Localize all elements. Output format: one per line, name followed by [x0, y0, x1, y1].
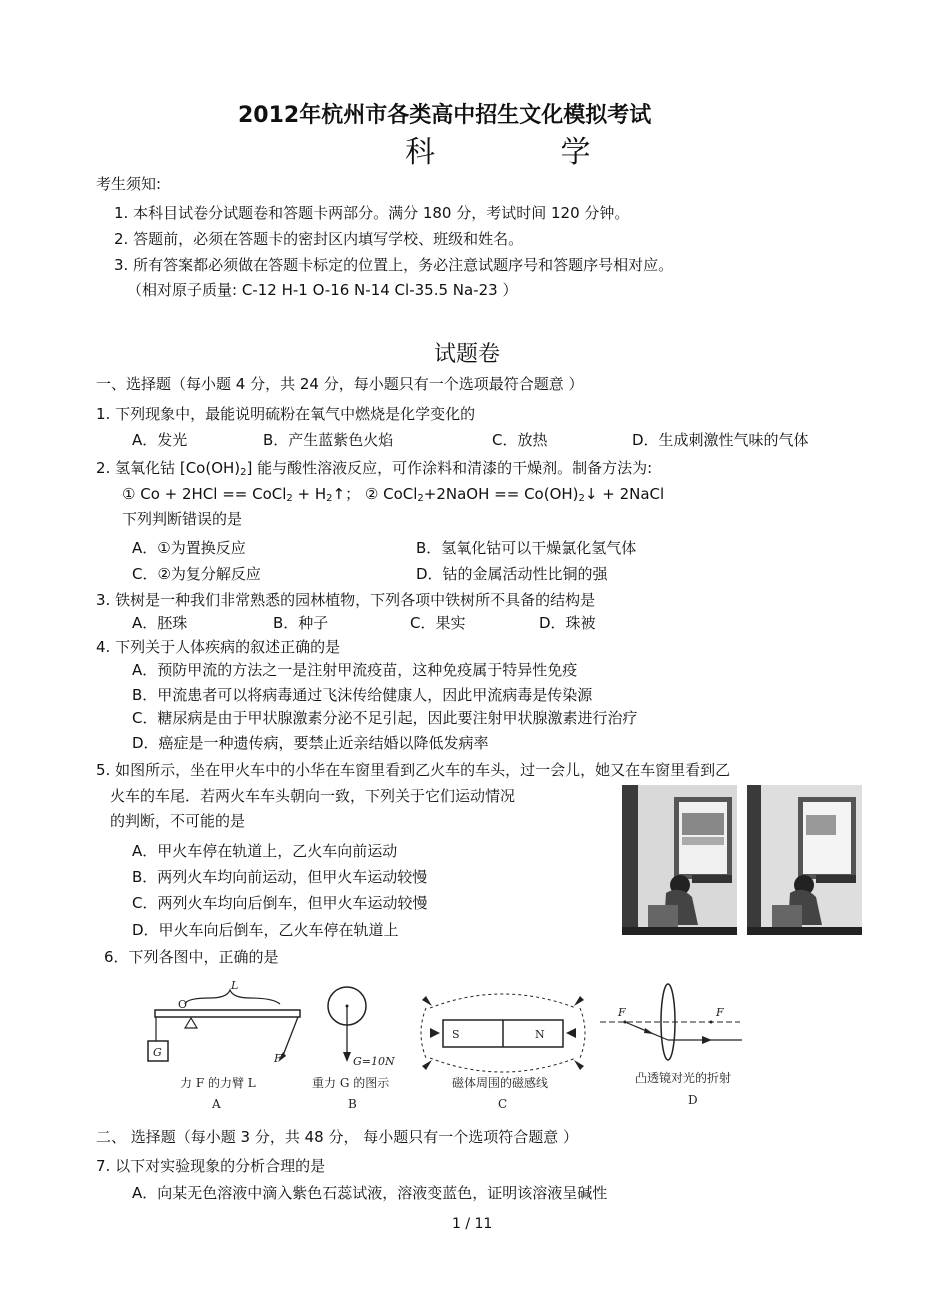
q6-figures [130, 978, 750, 1113]
train-photo-right [747, 785, 862, 935]
q2-equations: ① Co + 2HCl == CoCl$_2$ + $H_2↑$； ② CoCl$_2$+2NaOH == $Co(OH)_2↓$ + 2NaCl [122, 485, 665, 504]
figure-d-letter: D [688, 1093, 698, 1107]
figure-d-label-f1: F [618, 1006, 626, 1019]
figure-c-letter: C [498, 1097, 508, 1111]
figure-a-label-f: F [274, 1052, 282, 1065]
figure-d-label-f2: F [716, 1006, 724, 1019]
figure-a-caption: 力 F 的力臂 L [180, 1076, 256, 1090]
q6-stem: 6．下列各图中，正确的是 [104, 948, 279, 966]
section-title: 试题卷 [434, 342, 501, 367]
q5-train-photos [622, 785, 862, 935]
figure-d-lens [600, 984, 742, 1107]
figure-b-caption: 重力 G 的图示 [312, 1076, 390, 1090]
page-number: 1 / 11 [452, 1216, 493, 1232]
subject-title: 科 学 [405, 135, 649, 170]
q7-stem: 7. 以下对实验现象的分析合理的是 [96, 1157, 326, 1175]
figure-a-label-o: O [178, 998, 188, 1011]
q5-option-d: D．甲火车向后倒车，乙火车停在轨道上 [132, 921, 399, 939]
figure-a-label-g: G [153, 1046, 162, 1059]
q2-ask: 下列判断错误的是 [122, 510, 243, 528]
part2-heading: 二、 选择题（每小题 3 分，共 48 分， 每小题只有一个选项符合题意 ） [96, 1128, 579, 1146]
notice-item-3: 3. 所有答案都必须做在答题卡标定的位置上，务必注意试题序号和答题序号相对应。 [114, 256, 674, 274]
train-photo-left [622, 785, 737, 935]
q5-option-b: B．两列火车均向前运动，但甲火车运动较慢 [132, 868, 428, 886]
figure-c-caption: 磁体周围的磁感线 [452, 1076, 549, 1090]
q3-option-b: B．种子 [273, 614, 329, 632]
notice-item-2: 2. 答题前，必须在答题卡的密封区内填写学校、班级和姓名。 [114, 230, 524, 248]
q3-stem: 3. 铁树是一种我们非常熟悉的园林植物，下列各项中铁树所不具备的结构是 [96, 591, 596, 609]
q1-option-b: B．产生蓝紫色火焰 [263, 431, 394, 449]
part1-heading: 一、选择题（每小题 4 分，共 24 分，每小题只有一个选项最符合题意 ） [96, 375, 584, 393]
q4-option-d: D．癌症是一种遗传病，要禁止近亲结婚以降低发病率 [132, 734, 489, 752]
q2-stem: 2. 氢氧化钴 $[Co(OH)_2]$ 能与酸性溶液反应，可作涂料和清漆的干燥剂。制备方法为: [96, 459, 653, 478]
q4-option-c: C．糖尿病是由于甲状腺激素分泌不足引起，因此要注射甲状腺激素进行治疗 [132, 709, 638, 727]
q5-line-1: 5. 如图所示，坐在甲火车中的小华在车窗里看到乙火车的车头，过一会儿，她又在车窗里看到乙 [96, 761, 731, 779]
figure-a-label-l: L [231, 979, 239, 992]
figure-c-magnet [421, 994, 585, 1111]
q1-stem: 1. 下列现象中，最能说明硫粉在氧气中燃烧是化学变化的 [96, 405, 476, 423]
figure-a-lever [148, 979, 300, 1111]
q3-option-a: A．胚珠 [132, 614, 188, 632]
figure-d-caption: 凸透镜对光的折射 [635, 1071, 732, 1085]
q5-option-c: C．两列火车均向后倒车，但甲火车运动较慢 [132, 894, 428, 912]
notice-item-1: 1. 本科目试卷分试题卷和答题卡两部分。满分 180 分，考试时间 120 分钟。 [114, 204, 630, 222]
q2-option-a: A．①为置换反应 [132, 539, 246, 557]
q2-option-d: D．钴的金属活动性比铜的强 [416, 565, 608, 583]
figure-a-letter: A [212, 1097, 221, 1111]
q1-option-c: C．放热 [492, 431, 548, 449]
q2-option-c: C．②为复分解反应 [132, 565, 261, 583]
q7-option-a: A．向某无色溶液中滴入紫色石蕊试液，溶液变蓝色，证明该溶液呈碱性 [132, 1184, 608, 1202]
q5-line-2: 火车的车尾．若两火车车头朝向一致，下列关于它们运动情况 [110, 787, 516, 805]
figure-c-label-n: N [535, 1028, 545, 1041]
notice-heading: 考生须知: [96, 175, 162, 193]
q5-option-a: A．甲火车停在轨道上，乙火车向前运动 [132, 842, 398, 860]
atomic-mass-note: （相对原子质量: C-12 H-1 O-16 N-14 Cl-35.5 Na-23 ） [127, 281, 518, 299]
q4-option-a: A．预防甲流的方法之一是注射甲流疫苗，这种免疫属于特异性免疫 [132, 661, 578, 679]
figure-b-letter: B [348, 1097, 357, 1111]
figure-b-gravity [312, 987, 395, 1111]
q3-option-c: C．果实 [410, 614, 466, 632]
figure-b-label-g: G=10N [353, 1055, 395, 1068]
figure-c-label-s: S [452, 1028, 460, 1041]
q4-option-b: B．甲流患者可以将病毒通过飞沫传给健康人，因此甲流病毒是传染源 [132, 686, 593, 704]
exam-title: 2012年杭州市各类高中招生文化模拟考试 [238, 103, 652, 128]
q1-option-d: D．生成刺激性气味的气体 [632, 431, 809, 449]
q2-option-b: B．氢氧化钴可以干燥氯化氢气体 [416, 539, 637, 557]
q4-stem: 4. 下列关于人体疾病的叙述正确的是 [96, 638, 341, 656]
q1-option-a: A．发光 [132, 431, 188, 449]
q3-option-d: D．珠被 [539, 614, 596, 632]
q5-line-3: 的判断，不可能的是 [110, 812, 246, 830]
